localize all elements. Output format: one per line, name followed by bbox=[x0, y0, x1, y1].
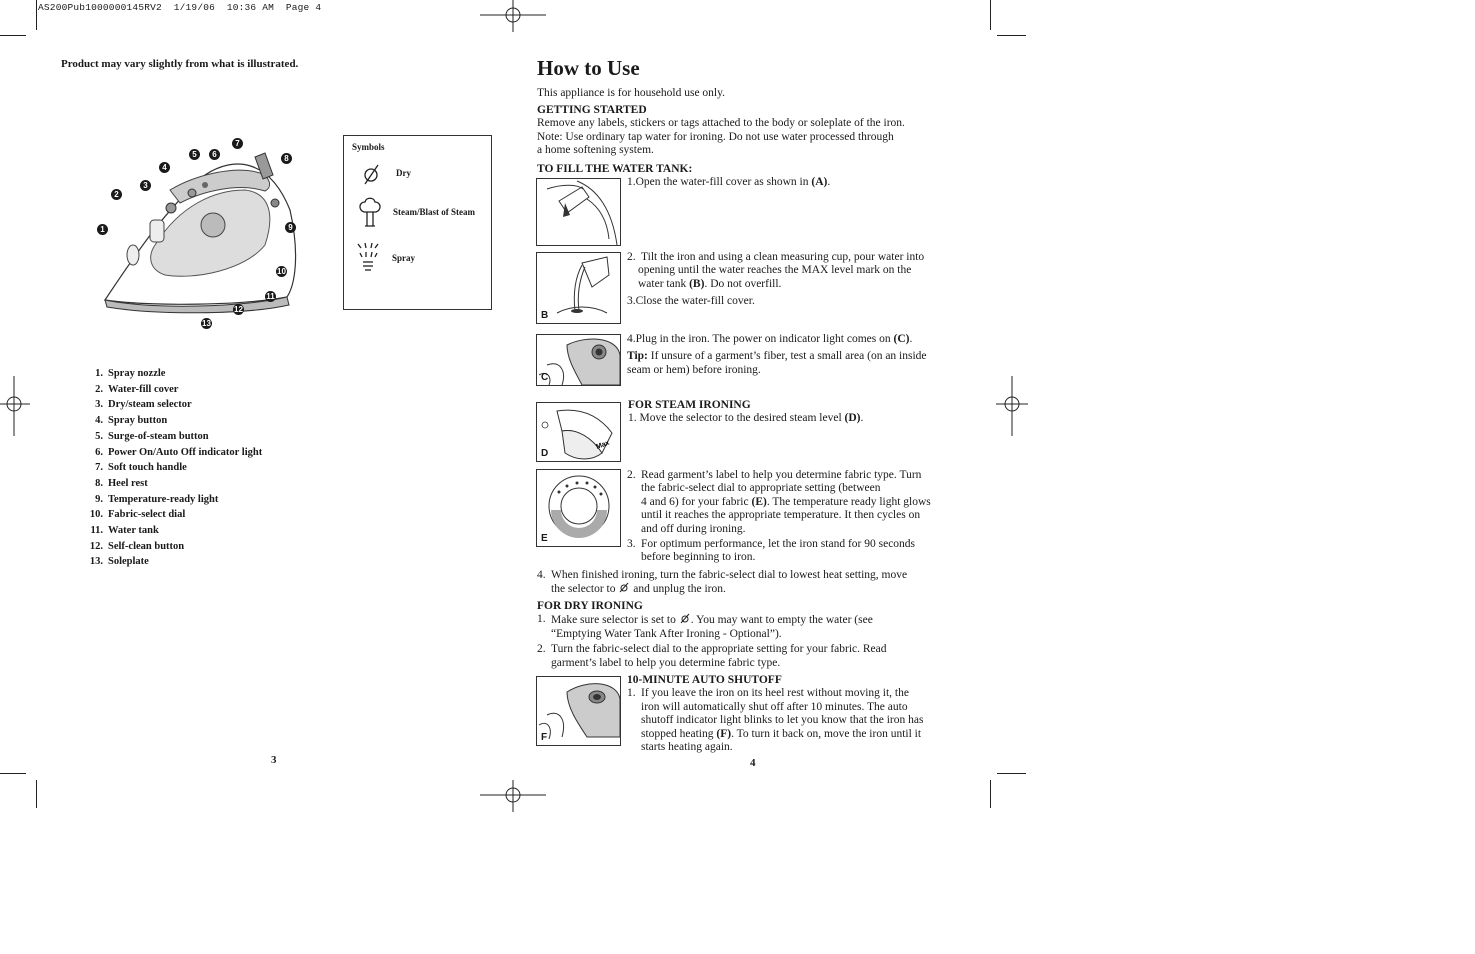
registration-mark-right bbox=[996, 376, 1028, 436]
page-number-left: 3 bbox=[271, 754, 277, 766]
parts-list bbox=[81, 366, 262, 570]
getting-started-section: GETTING STARTED Remove any labels, stickers or tags attached to the body or soleplate of the iron. Note: Use ordinary tap water for ironing. Do not use water processed through a home softening system. bbox=[537, 104, 977, 158]
callout-2: 2 bbox=[111, 189, 122, 200]
iron-illustration bbox=[95, 135, 310, 335]
figure-b bbox=[536, 252, 621, 324]
figure-d bbox=[536, 402, 621, 462]
fill-tank-heading: TO FILL THE WATER TANK: bbox=[537, 163, 693, 175]
symbols-box bbox=[343, 135, 492, 310]
spray-symbol-label: Spray bbox=[392, 253, 416, 263]
fill-step-4: 4.Plug in the iron. The power on indicator light comes on (C). Tip: If unsure of a garment’s fiber, test a small area (on an inside seam or hem) before ironing. bbox=[627, 333, 972, 377]
steam-section: FOR STEAM IRONING 1. Move the selector to the desired steam level (D). bbox=[628, 399, 864, 425]
product-note: Product may vary slightly from what is illustrated. bbox=[61, 58, 299, 70]
list-item: 2. Water-fill cover bbox=[95, 383, 179, 395]
callout-5: 5 bbox=[189, 149, 200, 160]
list-item: 11. Water tank bbox=[90, 525, 159, 537]
dry-symbol-icon bbox=[360, 162, 384, 186]
list-item: 10. Fabric-select dial bbox=[89, 509, 186, 521]
list-item: 4. Spray button bbox=[95, 415, 168, 427]
callout-11: 11 bbox=[266, 292, 275, 301]
figure-c-label: C bbox=[541, 372, 549, 383]
steam-step-2: 2. Read garment’s label to help you determine fabric type. Turn the fabric-select dial to appropriate setting (between 4 and 6) for your fabric (E). The temperature ready light glows until it reaches the appropriate temperature. It then cycles on and off during ironing. bbox=[627, 469, 931, 535]
figure-b-label: B bbox=[541, 310, 549, 321]
fill-step-1: 1.Open the water-fill cover as shown in (A). bbox=[627, 176, 831, 188]
callout-6: 6 bbox=[209, 149, 220, 160]
steam-step-4: 4. When finished ironing, turn the fabric-select dial to lowest heat setting, move the selector to and unplug the iron. bbox=[537, 569, 908, 596]
list-item: 12. Self-clean button bbox=[89, 540, 185, 552]
callout-7: 7 bbox=[232, 138, 243, 149]
list-item: 9. Temperature-ready light bbox=[95, 493, 219, 505]
shutoff-section: 10-MINUTE AUTO SHUTOFF 1. If you leave the iron on its heel rest without moving it, the iron will automatically shut off after 10 minutes. The auto shutoff indicator light blinks to let you know that the iron has stopped heating (F). To turn it back on, move the iron until it starts heating again. bbox=[627, 674, 972, 754]
callout-10: 10 bbox=[277, 267, 286, 276]
fill-step-3: 3.Close the water-fill cover. bbox=[627, 295, 755, 307]
section-heading: GETTING STARTED bbox=[537, 104, 647, 116]
callout-13: 13 bbox=[202, 319, 211, 328]
section-heading: 10-MINUTE AUTO SHUTOFF bbox=[627, 674, 782, 686]
dry-symbol-label: Dry bbox=[396, 168, 411, 178]
page-number-right: 4 bbox=[750, 757, 756, 769]
callout-4: 4 bbox=[159, 162, 170, 173]
list-item: 3. Dry/steam selector bbox=[95, 399, 192, 411]
list-item: 1. Spray nozzle bbox=[95, 368, 166, 379]
list-item: 5. Surge-of-steam button bbox=[95, 430, 209, 442]
section-heading: FOR DRY IRONING bbox=[537, 600, 643, 612]
callout-9: 9 bbox=[285, 222, 296, 233]
callout-12: 12 bbox=[234, 305, 243, 314]
steam-symbol-label: Steam/Blast of Steam bbox=[393, 207, 475, 217]
registration-mark-bottom bbox=[480, 780, 546, 812]
list-item: 13. Soleplate bbox=[89, 556, 149, 568]
dry-section: FOR DRY IRONING 1. Make sure selector is set to . You may want to empty the water (see “Emptying Water Tank After Ironing - Optional”). 2. Turn the fabric-select dial to the appropriate setting for your fabric. Read garment’s label to help you determine fabric type. bbox=[537, 600, 977, 670]
figure-e-label: E bbox=[541, 533, 548, 544]
figure-e bbox=[536, 469, 621, 547]
steam-symbol-icon bbox=[356, 196, 384, 232]
page-title: How to Use bbox=[537, 56, 640, 80]
callout-8: 8 bbox=[281, 153, 292, 164]
list-item: 8. Heel rest bbox=[95, 477, 148, 489]
callout-1: 1 bbox=[97, 224, 108, 235]
figure-f bbox=[536, 676, 621, 746]
list-item: 7. Soft touch handle bbox=[95, 462, 187, 474]
spray-symbol-icon bbox=[356, 240, 384, 276]
list-item: 6. Power On/Auto Off indicator light bbox=[95, 446, 263, 458]
callout-3: 3 bbox=[140, 180, 151, 191]
registration-mark-top bbox=[480, 0, 546, 32]
symbols-title: Symbols bbox=[352, 142, 385, 152]
intro-text: This appliance is for household use only. bbox=[537, 87, 726, 99]
figure-d-label: D bbox=[541, 448, 549, 459]
dry-symbol-icon bbox=[679, 613, 691, 624]
fill-step-2: 2. Tilt the iron and using a clean measuring cup, pour water into opening until the water reaches the MAX level mark on the water tank (B). Do not overfill. bbox=[627, 251, 925, 290]
tip-text: Tip: If unsure of a garment’s fiber, test a small area (on an inside bbox=[627, 350, 927, 363]
dial-max-label: Max bbox=[595, 439, 611, 451]
steam-step-3: 3. For optimum performance, let the iron stand for 90 seconds before beginning to iron. bbox=[627, 538, 916, 564]
figure-c bbox=[536, 334, 621, 386]
registration-mark-left bbox=[0, 376, 30, 436]
dry-symbol-icon bbox=[618, 582, 630, 593]
section-heading: FOR STEAM IRONING bbox=[628, 399, 751, 411]
print-slug: AS200Pub1000000145RV2 1/19/06 10:36 AM Page 4 bbox=[38, 2, 322, 13]
figure-a bbox=[536, 178, 621, 246]
figure-f-label: F bbox=[541, 732, 548, 743]
